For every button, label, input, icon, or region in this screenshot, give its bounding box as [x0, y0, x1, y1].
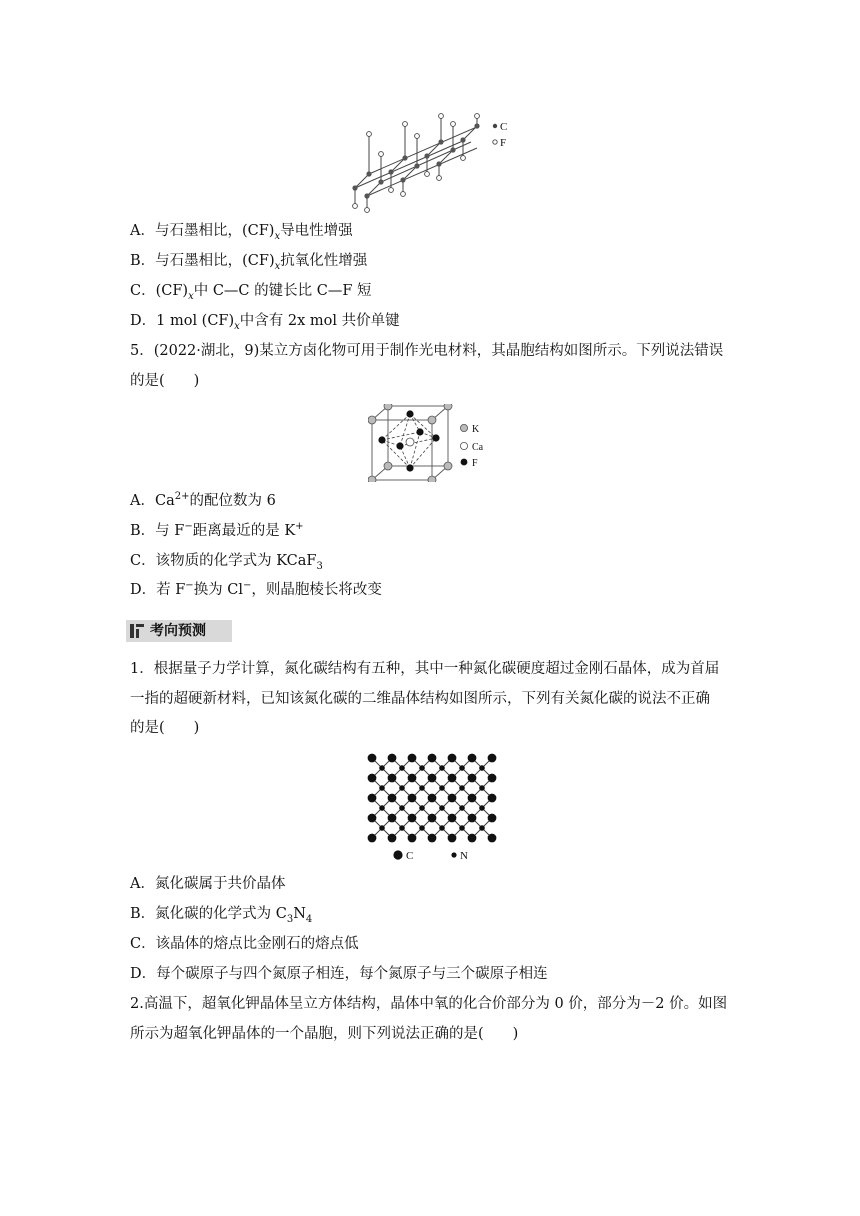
- q4-option-d: D．1 mol $(CF)_x$中含有 2x mol 共价单键: [130, 313, 400, 332]
- section-icon: [130, 624, 134, 638]
- p1-stem-line2: 一指的超硬新材料，已知该氮化碳的二维晶体结构如图所示，下列有关氮化碳的说法不正确: [130, 691, 710, 707]
- section-title: 考向预测: [150, 623, 206, 639]
- carbon-atom: [408, 794, 417, 803]
- carbon-atom: [448, 754, 457, 763]
- q5-option-c: C．该物质的化学式为 KCaF$_3$: [130, 553, 323, 572]
- nitrogen-atom: [479, 825, 485, 831]
- p1-option-c: C．该晶体的熔点比金刚石的熔点低: [130, 936, 359, 952]
- carbon-atom: [368, 754, 377, 763]
- legend-n: N: [460, 850, 468, 862]
- q5-stem-line2: 的是( ): [130, 373, 200, 389]
- carbon-atom: [488, 754, 497, 763]
- carbon-atom: [428, 774, 437, 783]
- nitrogen-atom: [459, 765, 465, 771]
- section-header: [126, 620, 232, 642]
- legend-k: K: [472, 424, 480, 435]
- nitrogen-atom: [459, 805, 465, 811]
- carbon-atom: [388, 834, 397, 843]
- q4-option-a: A．与石墨相比，$(CF)_x$导电性增强: [130, 223, 353, 242]
- nitrogen-atom: [439, 805, 445, 811]
- carbon-atom: [408, 814, 417, 823]
- carbon-atom: [368, 814, 377, 823]
- nitrogen-atom: [479, 785, 485, 791]
- q5-option-b: B．与 F−距离最近的是 K+: [130, 521, 304, 539]
- nitrogen-atom: [479, 765, 485, 771]
- carbon-atom: [428, 814, 437, 823]
- carbon-atom: [388, 774, 397, 783]
- carbon-atom: [408, 834, 417, 843]
- q5-stem-line1: 5．(2022·湖北，9)某立方卤化物可用于制作光电材料，其晶胞结构如图所示。下列说法错误: [130, 343, 724, 359]
- carbon-atom: [388, 754, 397, 763]
- carbon-atom: [368, 774, 377, 783]
- nitrogen-atom: [419, 825, 425, 831]
- carbon-atom: [448, 774, 457, 783]
- carbon-atom: [468, 774, 477, 783]
- carbon-atom: [428, 834, 437, 843]
- q4-option-c: C．$(CF)_x$中 C—C 的键长比 C—F 短: [130, 283, 372, 302]
- carbon-atom: [388, 794, 397, 803]
- carbon-atom: [468, 794, 477, 803]
- carbon-atom: [488, 834, 497, 843]
- carbon-atom: [368, 834, 377, 843]
- carbon-atom: [488, 774, 497, 783]
- carbon-atom: [488, 794, 497, 803]
- legend-f: F: [500, 137, 507, 149]
- nitrogen-atom: [399, 825, 405, 831]
- carbon-atom: [448, 834, 457, 843]
- carbon-atom: [448, 794, 457, 803]
- carbon-atom: [388, 814, 397, 823]
- nitrogen-atom: [379, 825, 385, 831]
- nitrogen-atom: [379, 765, 385, 771]
- nitrogen-atom: [399, 765, 405, 771]
- legend-c: C: [500, 121, 508, 133]
- p1-stem-line3: 的是( ): [130, 720, 200, 736]
- nitrogen-atom: [379, 785, 385, 791]
- carbon-atom: [408, 774, 417, 783]
- p2-stem-line1: 2.高温下，超氧化钾晶体呈立方体结构，晶体中氧的化合价部分为 0 价，部分为－2 价。如图: [130, 996, 728, 1012]
- p2-stem-line2: 所示为超氧化钾晶体的一个晶胞，则下列说法正确的是( ): [130, 1026, 519, 1042]
- q5-option-d: D．若 F−换为 Cl−，则晶胞棱长将改变: [130, 580, 382, 598]
- p1-option-a: A．氮化碳属于共价晶体: [130, 876, 286, 892]
- p1-option-b: B．氮化碳的化学式为 $C_3N_4$: [130, 906, 313, 925]
- cf-structure-figure: [345, 112, 525, 216]
- nitrogen-atom: [419, 805, 425, 811]
- carbon-atom: [488, 814, 497, 823]
- nitrogen-atom: [399, 785, 405, 791]
- c3n4-lattice-figure: [360, 750, 510, 866]
- carbon-atom: [428, 754, 437, 763]
- nitrogen-atom: [479, 805, 485, 811]
- nitrogen-atom: [419, 765, 425, 771]
- carbon-atom: [408, 754, 417, 763]
- carbon-atom: [428, 794, 437, 803]
- carbon-atom: [368, 794, 377, 803]
- carbon-atom: [468, 814, 477, 823]
- legend-f2: F: [472, 458, 478, 469]
- nitrogen-atom: [379, 805, 385, 811]
- nitrogen-atom: [399, 805, 405, 811]
- carbon-atom: [448, 814, 457, 823]
- nitrogen-atom: [439, 785, 445, 791]
- p1-option-d: D．每个碳原子与四个氮原子相连，每个氮原子与三个碳原子相连: [130, 966, 548, 982]
- kcaf3-cell-figure: [368, 404, 498, 482]
- nitrogen-atom: [459, 825, 465, 831]
- legend-c2: C: [406, 850, 414, 862]
- carbon-atom: [468, 754, 477, 763]
- nitrogen-atom: [459, 785, 465, 791]
- nitrogen-atom: [439, 825, 445, 831]
- q5-option-a: A．$Ca^{2+}$的配位数为 6: [130, 491, 276, 509]
- legend-ca: Ca: [472, 442, 484, 453]
- carbon-atom: [468, 834, 477, 843]
- q4-option-b: B．与石墨相比，$(CF)_x$抗氧化性增强: [130, 253, 368, 272]
- p1-stem-line1: 1．根据量子力学计算，氮化碳结构有五种，其中一种氮化碳硬度超过金刚石晶体，成为首届: [130, 661, 720, 677]
- nitrogen-atom: [419, 785, 425, 791]
- nitrogen-atom: [439, 765, 445, 771]
